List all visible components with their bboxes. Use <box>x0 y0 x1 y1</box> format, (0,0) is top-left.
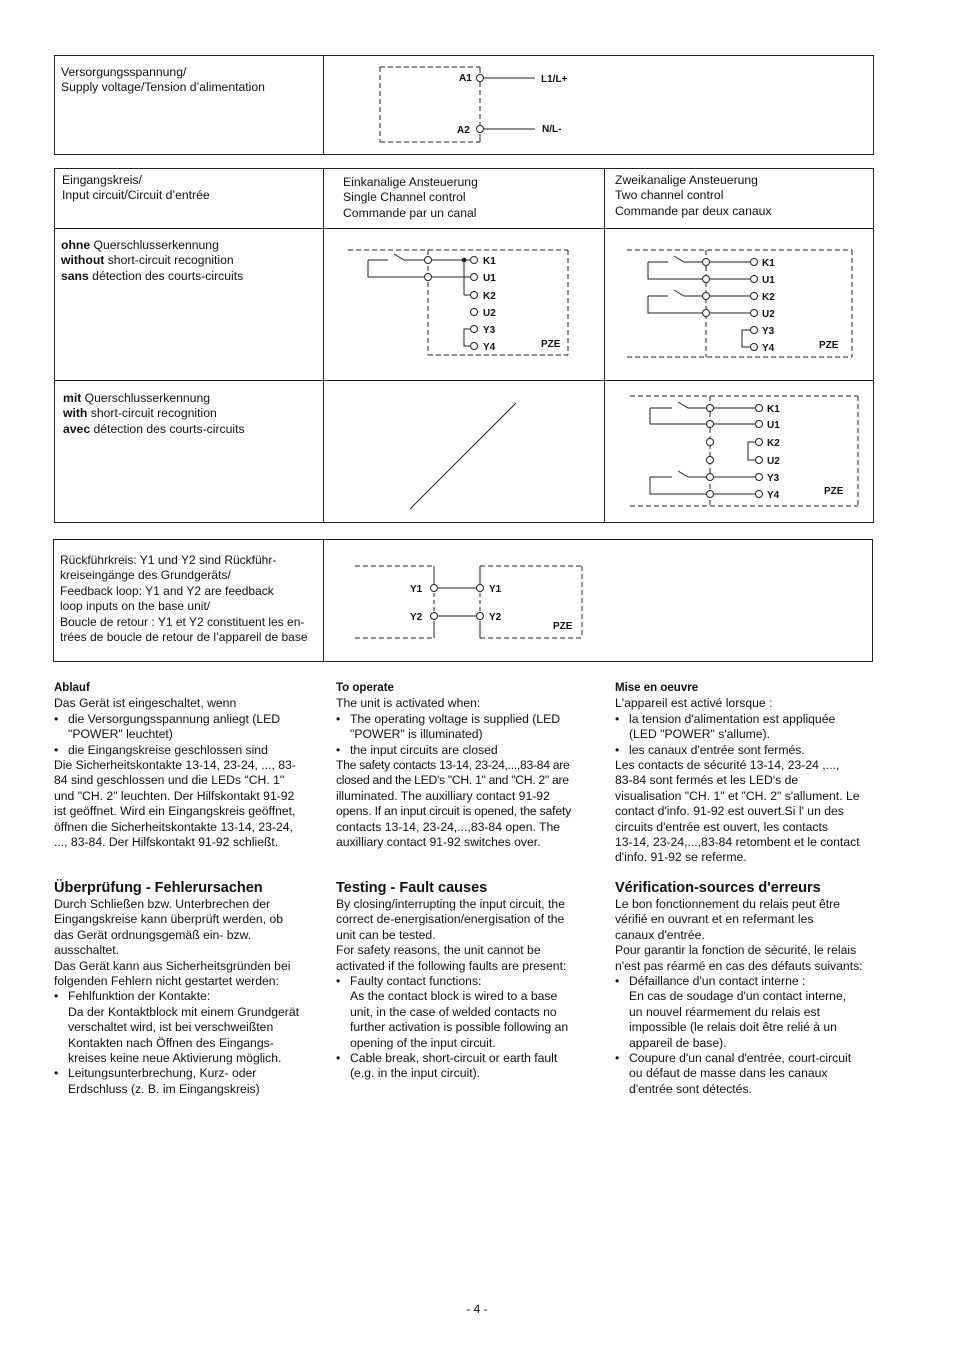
bullet-text: the input circuits are closed <box>350 742 498 757</box>
label-y3: Y3 <box>483 325 496 336</box>
bullet-text: Leitungsunterbrechung, Kurz- oder <box>68 1066 257 1081</box>
bullet-item <box>336 974 598 989</box>
text-line: 84 sind geschlossen und die LEDs "CH. 1" <box>54 773 285 788</box>
bullet-cont: ou défaut de masse dans les canaux <box>629 1066 828 1081</box>
bullet-text: die Versorgungsspannung anliegt (LED <box>68 711 281 726</box>
feedback-line: loop inputs on the base unit/ <box>60 599 211 614</box>
with-word-fr: avec <box>63 421 91 436</box>
text-line: For safety reasons, the unit cannot be <box>336 943 541 958</box>
section-heading: Ablauf <box>54 682 90 694</box>
text-line: opens. If an input circuit is opened, the safety <box>336 804 571 819</box>
feedback-line: kreiseingänge des Grundgeräts/ <box>60 568 231 583</box>
text-line: ausschaltet. <box>54 943 120 958</box>
text-line: 83-84 sont fermés et les LED's de <box>615 773 799 788</box>
bullet-text: The operating voltage is supplied (LED <box>350 711 561 726</box>
bullet-cont: opening of the input circuit. <box>350 1035 496 1050</box>
without-rest-en: short-circuit recognition <box>104 253 234 268</box>
label-u2-2: U2 <box>762 309 775 320</box>
bullet-text: la tension d'alimentation est appliquée <box>629 711 836 726</box>
label-n: N/L- <box>542 124 562 135</box>
section-heading: Mise en oeuvre <box>615 682 699 694</box>
bullet-text: les canaux d'entrée sont fermés. <box>629 742 805 757</box>
bullet-item <box>54 1066 316 1081</box>
bullet-item <box>615 1051 877 1066</box>
testing-heading: Testing - Fault causes <box>336 880 488 896</box>
bullet-cont: impossible (le relais doit être relié à un <box>629 1020 837 1035</box>
without-word-de: ohne <box>61 238 91 252</box>
label-k2-2: K2 <box>762 292 775 303</box>
with-rest-de: Querschlusserkennung <box>81 391 210 405</box>
text-line: 13-14, 23-24,...,83-84 retombent et le contact <box>615 835 860 850</box>
text-line: das Gerät ordnungsgemäß ein- bzw. <box>54 927 252 942</box>
bullet-cont: un nouvel réarmement du relais est <box>629 1004 821 1019</box>
single-channel-en: Single Channel control <box>343 190 466 205</box>
bullet-cont: d'entrée sont détectés. <box>629 1081 752 1096</box>
text-line: Pour garantir la fonction de sécurité, le relais <box>615 943 857 958</box>
bullet-item <box>336 1051 598 1066</box>
text-line: contact d'info. 91-92 est ouvert.Si l' un des <box>615 804 844 819</box>
fb-label-y1-left: Y1 <box>410 584 423 595</box>
without-rest-fr: détection des courts-circuits <box>88 268 244 283</box>
bullet-text: Faulty contact functions: <box>350 974 482 989</box>
label-k1-3: K1 <box>767 404 780 415</box>
text-line: Eingangskreise kann überprüft werden, ob <box>54 912 283 927</box>
bullet-cont: appareil de base). <box>629 1035 727 1050</box>
bullet-cont: verschaltet wird, ist bei verschweißten <box>68 1020 274 1035</box>
label-k1: K1 <box>483 256 496 267</box>
text-line: Les contacts de sécurité 13-14, 23-24 ,..., <box>615 758 840 773</box>
label-a1: A1 <box>459 73 472 84</box>
label-y4-2: Y4 <box>762 343 775 354</box>
text-line: circuits d'entrée est ouvert, les contacts <box>615 819 828 834</box>
bullet-text: Coupure d'un canal d'entrée, court-circuit <box>629 1051 852 1066</box>
bullet-cont: Kontakten nach Öffnen des Eingangs- <box>68 1035 274 1050</box>
input-header-en: Input circuit/Circuit d’entrée <box>62 188 210 203</box>
page-number: - 4 - <box>466 1302 488 1316</box>
label-u2: U2 <box>483 308 496 319</box>
bullet-cont: "POWER" leuchtet) <box>68 727 173 742</box>
testing-heading: Überprüfung - Fehlerursachen <box>54 880 263 896</box>
bullet-cont: En cas de soudage d'un contact interne, <box>629 989 847 1004</box>
fb-label-pze: PZE <box>553 621 573 632</box>
bullet-text: Défaillance d'un contact interne : <box>629 974 806 989</box>
bullet-cont: "POWER" is illuminated) <box>350 727 483 742</box>
with-rest-en: short-circuit recognition <box>87 406 217 421</box>
testing-fr <box>615 879 877 1097</box>
text-line: auxilliary contact 91-92 switches over. <box>336 835 541 850</box>
text-line: closed and the LED's "CH. 1" and "CH. 2" are <box>336 773 569 788</box>
text-line: Das Gerät kann aus Sicherheitsgründen bei <box>54 958 291 973</box>
bullet-cont: As the contact block is wired to a base <box>350 989 558 1004</box>
label-u2-3: U2 <box>767 456 780 467</box>
supply-label-de: Versorgungsspannung/ <box>61 65 187 79</box>
fb-label-y2-right: Y2 <box>489 612 502 623</box>
input-header-de: Eingangskreis/ <box>62 173 142 187</box>
bullet-item <box>54 989 316 1004</box>
text-line: ..., 83-84. Der Hilfskontakt 91-92 schließt. <box>54 835 279 850</box>
label-l1: L1/L+ <box>541 74 568 85</box>
label-a2: A2 <box>457 125 470 136</box>
two-channel-de: Zweikanalige Ansteuerung <box>615 173 758 187</box>
fb-node-y2-left <box>431 613 438 620</box>
fb-label-y2-left: Y2 <box>410 612 423 623</box>
bullet-cont: Da der Kontaktblock mit einem Grundgerät <box>68 1004 299 1019</box>
bullet-item <box>54 743 316 758</box>
single-channel-de: Einkanalige Ansteuerung <box>343 175 478 189</box>
text-line: Durch Schließen bzw. Unterbrechen der <box>54 897 271 911</box>
bullet-item <box>615 974 877 989</box>
label-y4-3: Y4 <box>767 490 780 501</box>
two-channel-en: Two channel control <box>615 188 724 203</box>
text-line: unit can be tested. <box>336 927 436 942</box>
with-word-de: mit <box>63 391 82 405</box>
testing-en <box>336 879 598 1082</box>
bullet-cont: (e.g. in the input circuit). <box>350 1066 481 1081</box>
text-line: contacts 13-14, 23-24,...,83-84 open. The <box>336 819 561 834</box>
with-word-en: with <box>63 406 88 421</box>
testing-de <box>54 879 316 1097</box>
bullet-item <box>54 712 316 727</box>
bullet-item <box>615 743 877 758</box>
with-rest-fr: détection des courts-circuits <box>90 421 245 436</box>
bullet-item <box>615 712 877 727</box>
text-line: correct de-energisation/energisation of the <box>336 912 565 927</box>
text-line: By closing/interrupting the input circuit, the <box>336 897 565 911</box>
label-k2-3: K2 <box>767 438 780 449</box>
bullet-cont: kreises keine neue Aktivierung möglich. <box>68 1051 282 1066</box>
label-pze: PZE <box>541 339 561 350</box>
bullet-cont: further activation is possible following an <box>350 1020 569 1035</box>
fb-label-y1-right: Y1 <box>489 584 502 595</box>
single-channel-fr: Commande par un canal <box>343 205 477 220</box>
bullet-text: die Eingangskreise geschlossen sind <box>68 742 268 757</box>
label-k2: K2 <box>483 291 496 302</box>
text-line: Die Sicherheitskontakte 13-14, 23-24, ..., 83- <box>54 758 296 773</box>
text-line: canaux d'entrée. <box>615 927 705 942</box>
label-pze-2: PZE <box>819 340 839 351</box>
section-heading: To operate <box>336 682 394 694</box>
bullet-item <box>336 712 598 727</box>
text-line: L'appareil est activé lorsque : <box>615 696 773 711</box>
text-line: illuminated. The auxilliary contact 91-92 <box>336 788 550 803</box>
label-y3-2: Y3 <box>762 326 775 337</box>
text-line: folgenden Fehlern nicht gestartet werden: <box>54 974 279 989</box>
label-y4: Y4 <box>483 342 496 353</box>
column-fr <box>615 681 877 866</box>
without-rest-de: Querschlusserkennung <box>90 238 219 252</box>
text-line: Das Gerät ist eingeschaltet, wenn <box>54 696 237 711</box>
text-line: visualisation "CH. 1" et "CH. 2" s'allument. Le <box>615 788 860 803</box>
label-u1-3: U1 <box>767 420 780 431</box>
text-line: d'info. 91-92 se referme. <box>615 850 747 865</box>
label-pze-3: PZE <box>824 486 844 497</box>
text-line: Le bon fonctionnement du relais peut être <box>615 897 840 911</box>
fb-terminal-y1 <box>477 585 484 592</box>
fb-node-y1-left <box>431 585 438 592</box>
text-line: The safety contacts 13-14, 23-24,...,83-84 are <box>336 758 570 773</box>
text-line: n'est pas réarmé en cas des défauts suivants: <box>615 958 863 973</box>
bullet-cont: (LED "POWER" s'allume). <box>629 727 771 742</box>
feedback-line: Boucle de retour : Y1 et Y2 constituent les en- <box>60 614 305 629</box>
bullet-text: Fehlfunktion der Kontakte: <box>68 989 211 1004</box>
text-line: und "CH. 2" leuchten. Der Hilfskontakt 91-92 <box>54 788 295 803</box>
feedback-line: trées de boucle de retour de l’appareil de base <box>60 630 308 645</box>
supply-label-en: Supply voltage/Tension d’alimentation <box>61 80 265 95</box>
text-line: vérifié en ouvrant et en refermant les <box>615 912 814 927</box>
without-word-en: without <box>61 253 105 268</box>
two-channel-fr: Commande par deux canaux <box>615 203 772 218</box>
bullet-item <box>336 743 598 758</box>
testing-heading: Vérification-sources d'erreurs <box>615 880 821 896</box>
feedback-line: Feedback loop: Y1 and Y2 are feedback <box>60 583 274 598</box>
fb-terminal-y2 <box>477 613 484 620</box>
column-en <box>336 681 598 850</box>
bullet-cont: unit, in the case of welded contacts no <box>350 1004 557 1019</box>
label-u1: U1 <box>483 273 496 284</box>
label-y3-3: Y3 <box>767 473 780 484</box>
label-k1-2: K1 <box>762 258 775 269</box>
label-u1-2: U1 <box>762 275 775 286</box>
text-line: The unit is activated when: <box>336 696 481 711</box>
bullet-text: Cable break, short-circuit or earth fault <box>350 1051 558 1066</box>
text-line: öffnen die Sicherheitskontakte 13-14, 23-24, <box>54 819 293 834</box>
column-de <box>54 681 316 850</box>
text-line: activated if the following faults are present: <box>336 958 567 973</box>
feedback-line: Rückführkreis: Y1 und Y2 sind Rückführ- <box>60 553 277 567</box>
bullet-cont: Erdschluss (z. B. im Eingangskreis) <box>68 1081 260 1096</box>
text-line: ist geöffnet. Wird ein Eingangskreis geöffnet, <box>54 804 296 819</box>
without-word-fr: sans <box>61 268 89 283</box>
